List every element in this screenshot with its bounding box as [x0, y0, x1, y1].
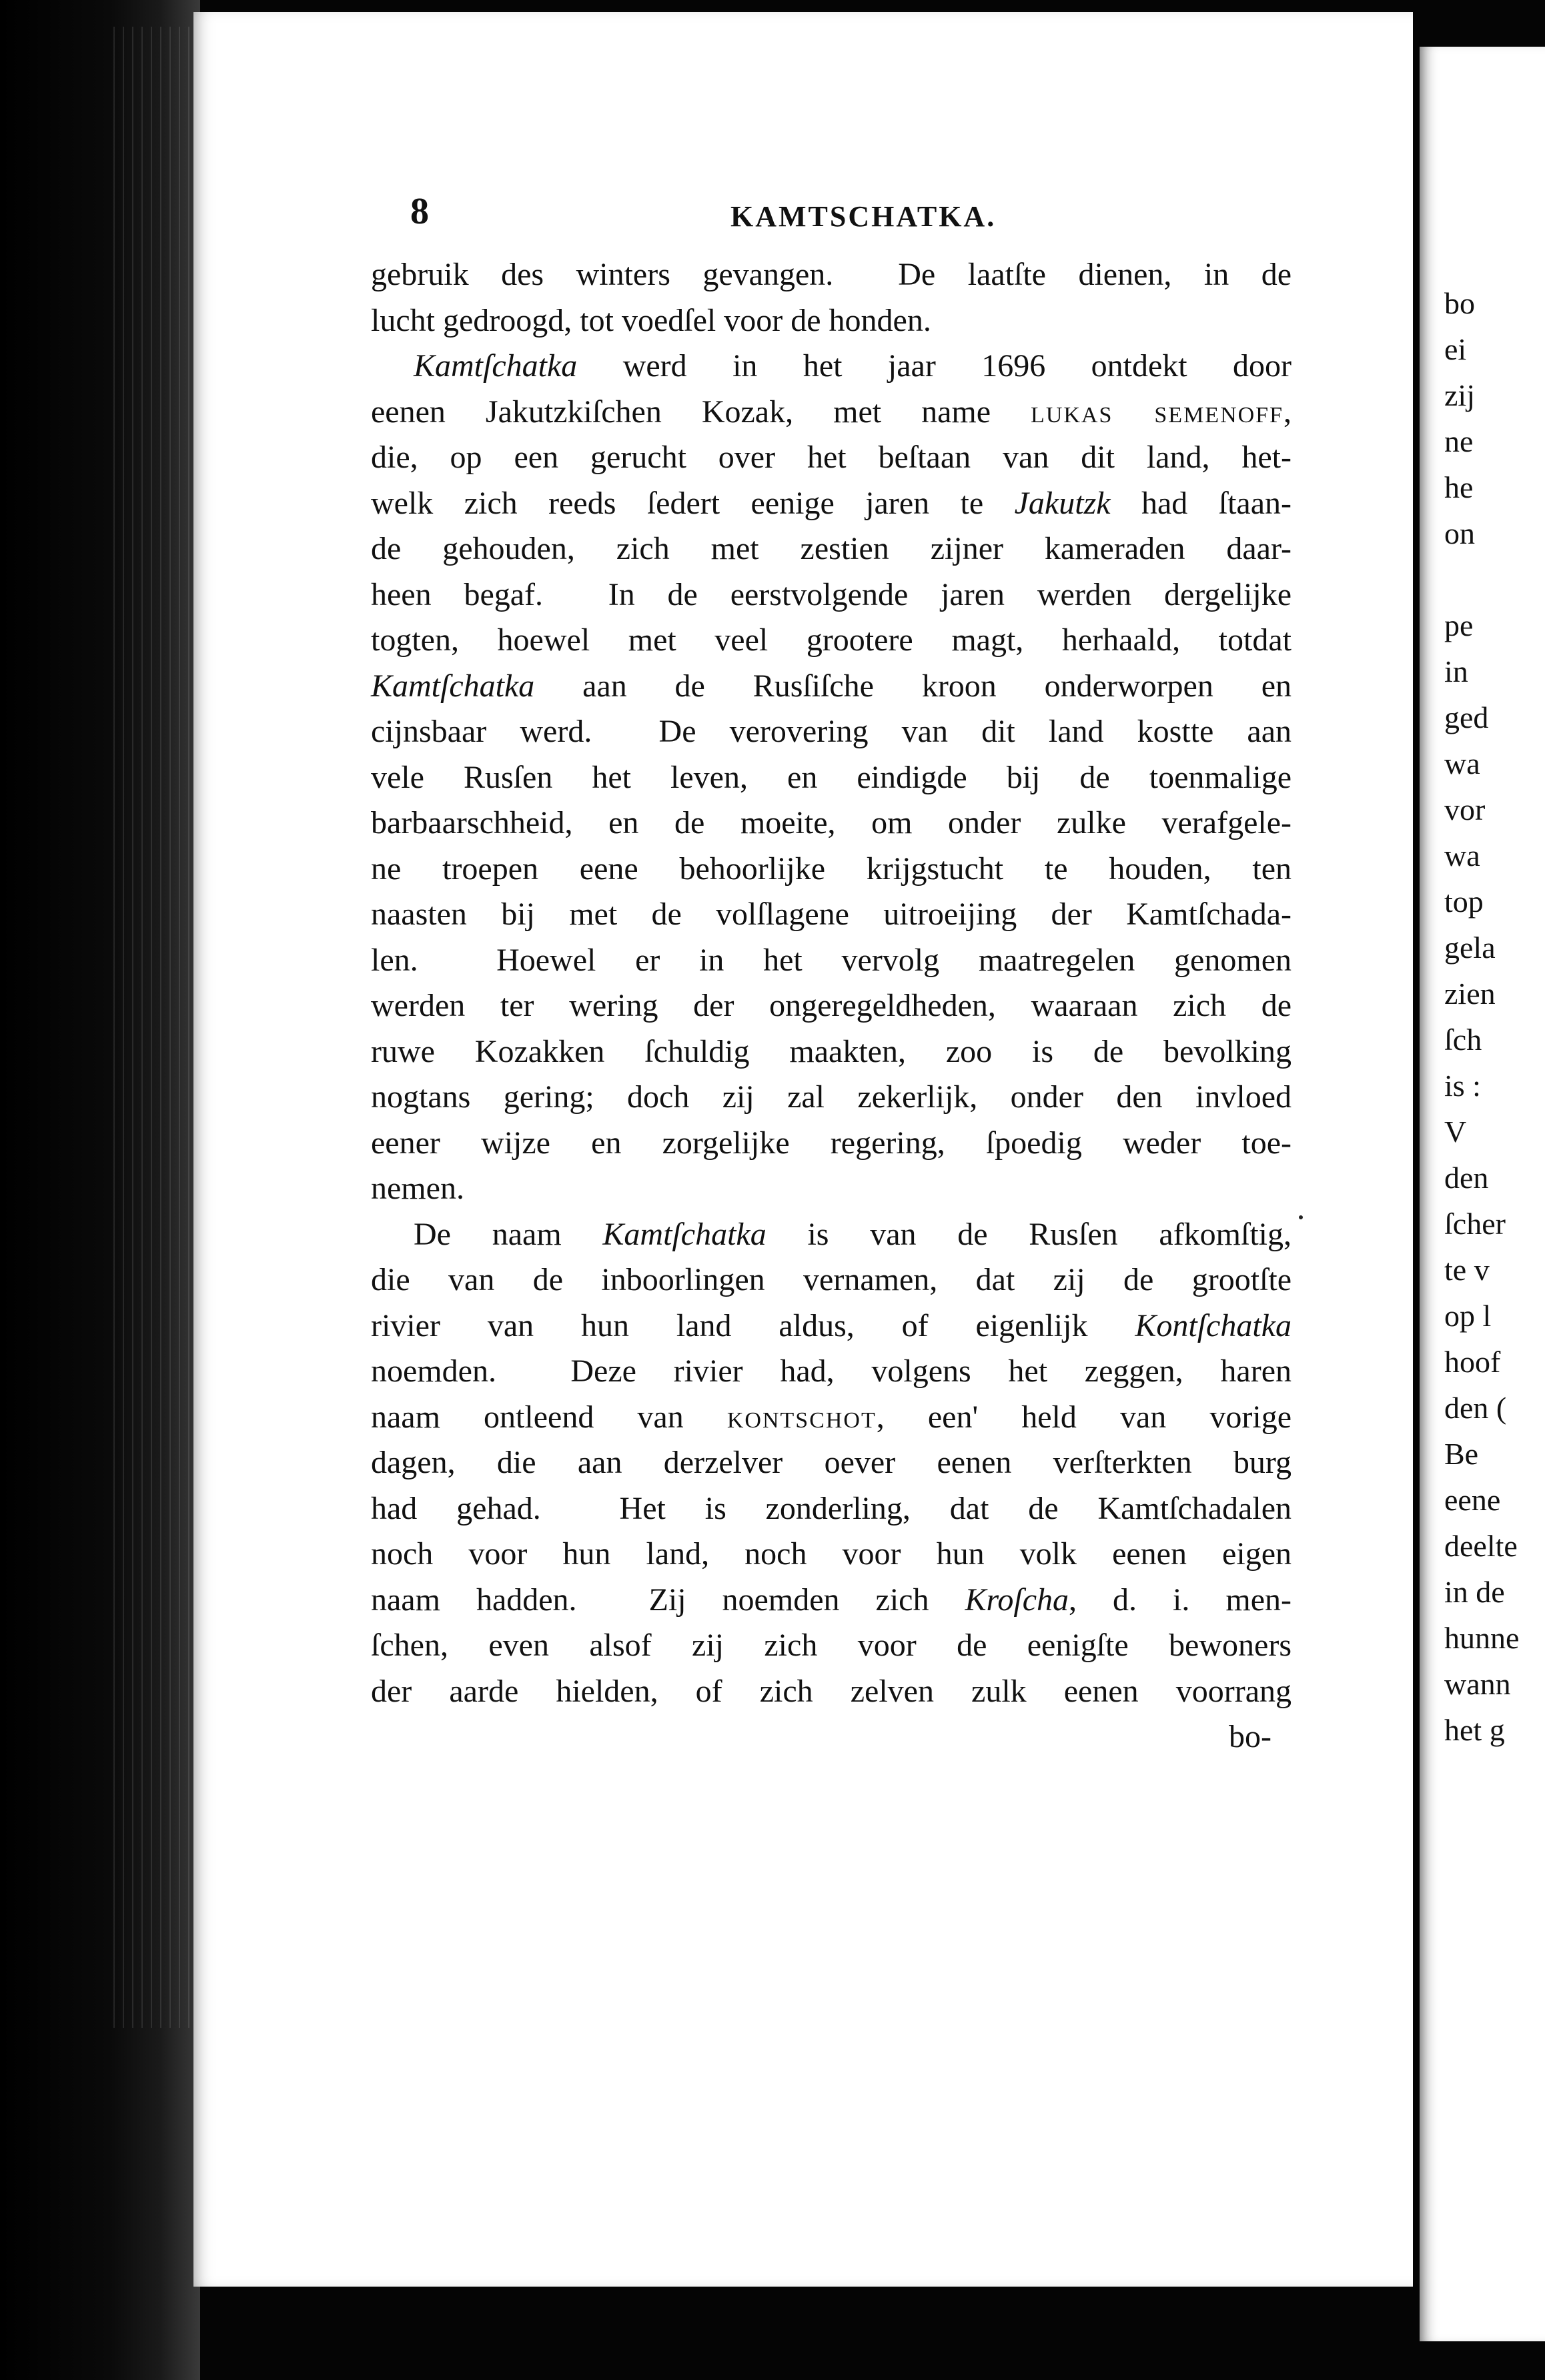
- text-line: noemden. Deze rivier had, volgens het zeggen, haren: [371, 1353, 1292, 1389]
- facing-text-fragment: op l: [1444, 1299, 1492, 1333]
- facing-text-fragment: hoof: [1444, 1345, 1501, 1379]
- facing-text-fragment: eene: [1444, 1483, 1501, 1517]
- text-line: rivier van hun land aldus, of eigenlijk Kontſchatka: [371, 1307, 1292, 1343]
- italic-name: Kamtſchatka: [371, 668, 535, 704]
- facing-text-fragment: Be: [1444, 1437, 1479, 1471]
- facing-text-fragment: in: [1444, 654, 1468, 688]
- facing-text-fragment: het g: [1444, 1713, 1505, 1747]
- text-line: vele Rusſen het leven, en eindigde bij de toenmalige: [371, 759, 1292, 795]
- text-line: barbaarschheid, en de moeite, om onder zulke verafgele-: [371, 805, 1292, 840]
- running-head: [410, 190, 1277, 250]
- italic-name: Kamtſchatka: [602, 1216, 766, 1252]
- text-line: werden ter wering der ongeregeldheden, waaraan zich de: [371, 988, 1292, 1023]
- facing-text-fragment: hunne: [1444, 1621, 1520, 1655]
- text-line: noch voor hun land, noch voor hun volk eenen eigen: [371, 1536, 1292, 1572]
- facing-text-fragment: deelte: [1444, 1529, 1518, 1563]
- body-text: [371, 252, 1292, 1760]
- text-line: ne troepen eene behoorlijke krijgstucht te houden, ten: [371, 850, 1292, 886]
- page-edges: [113, 27, 200, 2028]
- facing-text-fragment: den (: [1444, 1391, 1507, 1425]
- catchword: bo-: [1229, 1719, 1271, 1754]
- facing-text-fragment: ged: [1444, 700, 1489, 734]
- italic-name: Jakutzk: [1014, 485, 1111, 521]
- facing-text-fragment: wa: [1444, 746, 1480, 780]
- text-line: die, op een gerucht over het beſtaan van dit land, het-: [371, 440, 1292, 475]
- facing-text-fragment: gela: [1444, 931, 1496, 965]
- facing-text-fragment: on: [1444, 516, 1475, 550]
- facing-text-fragment: is :: [1444, 1069, 1481, 1103]
- text-line: nogtans gering; doch zij zal zekerlijk, onder den invloed: [371, 1079, 1292, 1115]
- text-line: naam ontleend van kontschot, een' held van vorige: [371, 1399, 1292, 1435]
- facing-text-fragment: [1444, 556, 1545, 602]
- facing-text-fragment: pe: [1444, 608, 1474, 642]
- ink-speck: [1299, 1215, 1303, 1219]
- facing-text-fragment: bo: [1444, 286, 1475, 320]
- text-line: eenen Jakutzkiſchen Kozak, met name lukas semenoff,: [371, 394, 1292, 430]
- italic-name: Kamtſchatka: [414, 348, 578, 384]
- facing-page-text: [1444, 280, 1545, 1753]
- facing-text-fragment: den: [1444, 1161, 1489, 1195]
- facing-text-fragment: ei: [1444, 332, 1467, 366]
- text-line: eener wijze en zorgelijke regering, ſpoedig weder toe-: [371, 1125, 1292, 1161]
- facing-text-fragment: top: [1444, 884, 1484, 919]
- facing-text-fragment: in de: [1444, 1575, 1505, 1609]
- facing-text-fragment: ſch: [1444, 1023, 1482, 1057]
- text-line: ſchen, even alsof zij zich voor de eenigſte bewoners: [371, 1628, 1292, 1663]
- small-caps-name: lukas semenoff: [1031, 394, 1283, 430]
- text-line: naam hadden. Zij noemden zich Kroſcha, d. i. men-: [371, 1582, 1292, 1618]
- facing-text-fragment: wa: [1444, 838, 1480, 872]
- small-caps-name: kontschot: [726, 1399, 877, 1435]
- text-line: welk zich reeds ſedert eenige jaren te Jakutzk had ſtaan-: [371, 485, 1292, 521]
- facing-text-fragment: vor: [1444, 792, 1486, 826]
- facing-text-fragment: wann: [1444, 1667, 1511, 1701]
- facing-text-fragment: V: [1444, 1115, 1467, 1149]
- text-line: naasten bij met de volſlagene uitroeijing der Kamtſchada-: [371, 897, 1292, 932]
- italic-name: Kontſchatka: [1135, 1307, 1292, 1343]
- text-line: Kamtſchatka werd in het jaar 1696 ontdekt door: [414, 348, 1292, 384]
- text-line: had gehad. Het is zonderling, dat de Kamtſchadalen: [371, 1490, 1292, 1526]
- page-number: 8: [410, 191, 429, 232]
- facing-text-fragment: zij: [1444, 378, 1475, 412]
- facing-text-fragment: ſcher: [1444, 1207, 1506, 1241]
- text-line: cijnsbaar werd. De verovering van dit land kostte aan: [371, 714, 1292, 749]
- facing-text-fragment: ne: [1444, 424, 1474, 458]
- facing-text-fragment: zien: [1444, 977, 1496, 1011]
- text-line: gebruik des winters gevangen. De laatſte dienen, in de: [371, 257, 1292, 292]
- text-line: lucht gedroogd, tot voedſel voor de honden.: [371, 302, 931, 338]
- running-title: KAMTSCHATKA.: [730, 200, 997, 233]
- text-line: Kamtſchatka aan de Rusſiſche kroon onderworpen en: [371, 668, 1292, 704]
- facing-text-fragment: te v: [1444, 1253, 1490, 1287]
- text-line: dagen, die aan derzelver oever eenen verſterkten burg: [371, 1445, 1292, 1480]
- text-line: der aarde hielden, of zich zelven zulk eenen voorrang: [371, 1673, 1292, 1709]
- text-line: die van de inboorlingen vernamen, dat zij de grootſte: [371, 1262, 1292, 1297]
- text-line: De naam Kamtſchatka is van de Rusſen afkomſtig,: [414, 1216, 1292, 1252]
- italic-name: Kroſcha: [965, 1582, 1069, 1618]
- text-line: nemen.: [371, 1171, 464, 1206]
- facing-text-fragment: he: [1444, 470, 1474, 504]
- text-line: togten, hoewel met veel grootere magt, herhaald, totdat: [371, 622, 1292, 658]
- text-line: heen begaf. In de eerstvolgende jaren werden dergelijke: [371, 576, 1292, 612]
- text-line: de gehouden, zich met zestien zijner kameraden daar-: [371, 531, 1292, 566]
- text-line: ruwe Kozakken ſchuldig maakten, zoo is de bevolking: [371, 1033, 1292, 1069]
- text-line: len. Hoewel er in het vervolg maatregelen genomen: [371, 942, 1292, 978]
